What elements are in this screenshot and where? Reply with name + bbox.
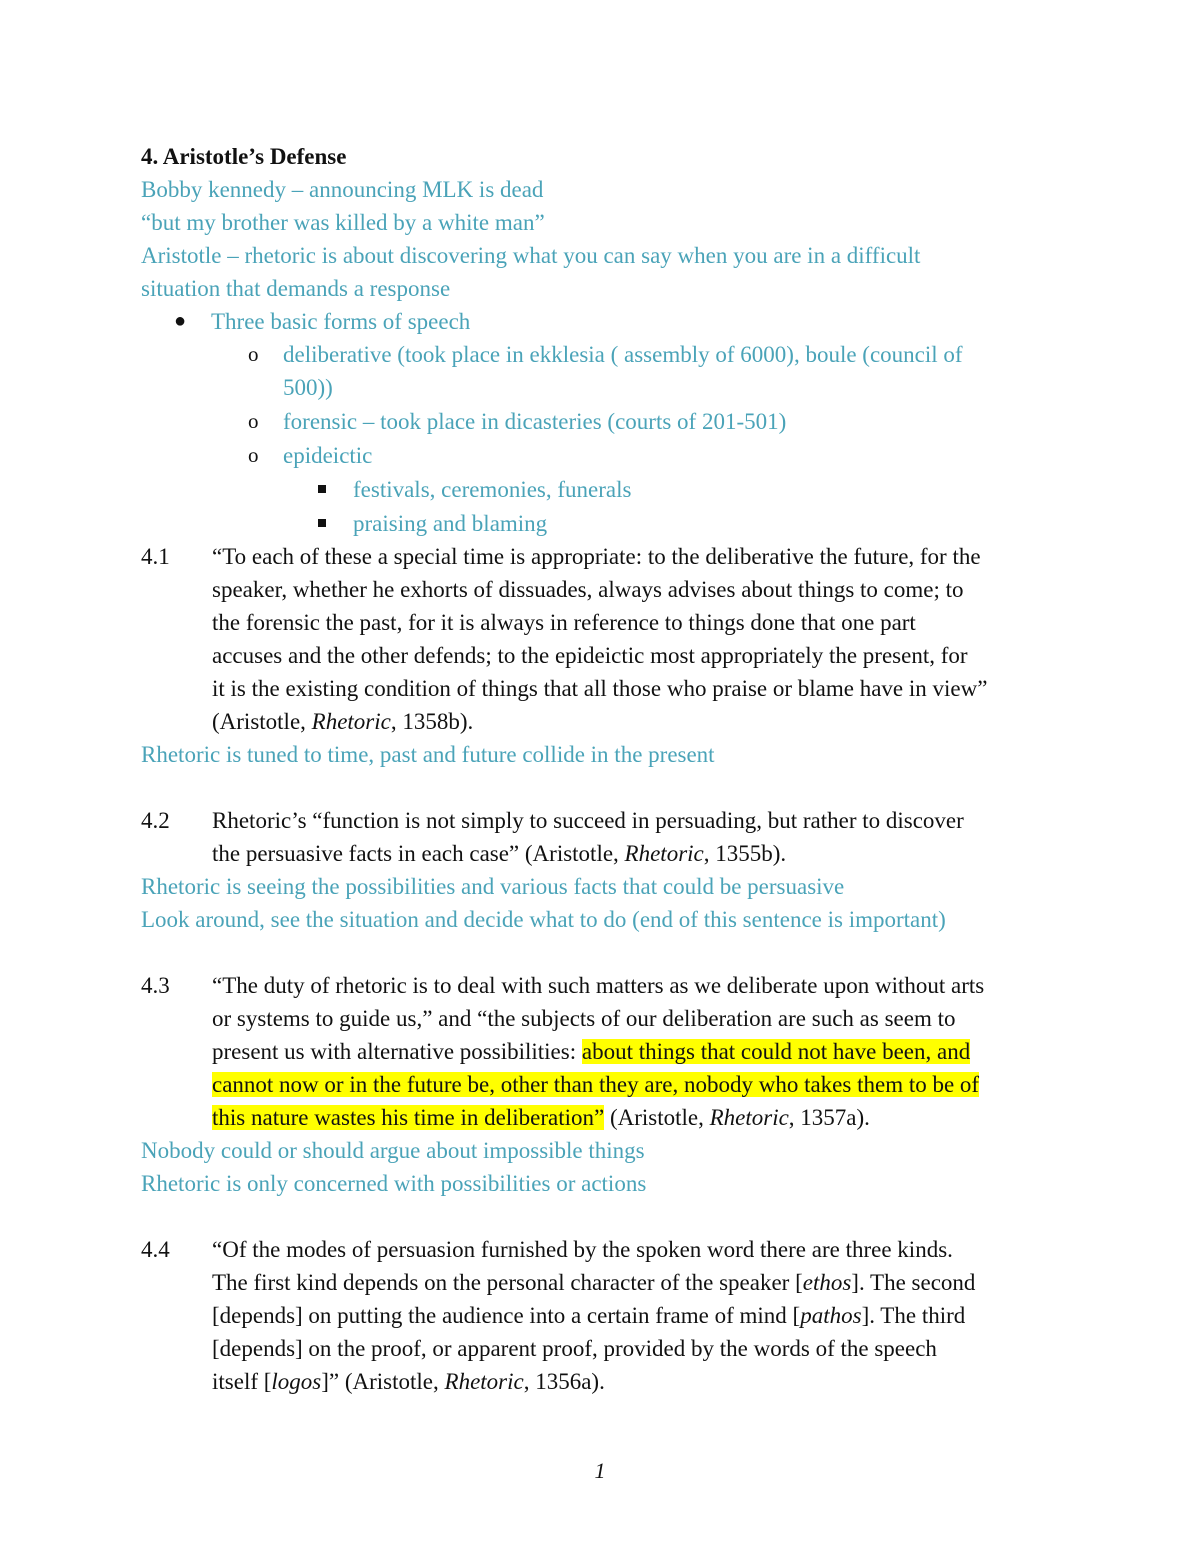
page-number: 1 — [594, 1458, 606, 1483]
note-line: situation that demands a response — [141, 276, 451, 301]
quote-line: “To each of these a special time is appropriate: to the deliberative the future, for the — [212, 544, 981, 569]
bullet-square-icon — [318, 485, 326, 493]
section-heading: 4. Aristotle’s Defense — [141, 144, 347, 169]
section-number: 4.2 — [141, 808, 170, 833]
bullet-circle-icon: o — [248, 443, 259, 467]
citation-suffix: , 1356a). — [523, 1369, 605, 1394]
bullet-square-icon — [318, 519, 326, 527]
quote-line — [212, 1266, 975, 1299]
quote-line: Rhetoric’s “function is not simply to succeed in persuading, but rather to discover — [212, 808, 964, 833]
bullet-dot-icon: ● — [174, 310, 187, 332]
citation-suffix: , 1358b). — [390, 709, 474, 734]
quote-line: accuses and the other defends; to the epideictic most appropriately the present, for — [212, 643, 968, 668]
quote-line — [212, 1068, 979, 1101]
quote-line — [212, 1299, 965, 1332]
quote-text: the persuasive facts in each case” (Aristotle, — [212, 841, 625, 866]
list-item: deliberative (took place in ekklesia ( assembly of 6000), boule (council of — [283, 342, 963, 367]
list-item: epideictic — [283, 443, 373, 468]
citation — [212, 705, 473, 738]
note-line: Look around, see the situation and decide what to do (end of this sentence is important) — [141, 907, 946, 932]
section-number: 4.1 — [141, 544, 170, 569]
quote-line: the forensic the past, for it is always in reference to things done that one part — [212, 610, 916, 635]
note-line: Rhetoric is only concerned with possibilities or actions — [141, 1171, 647, 1196]
bullet-circle-icon: o — [248, 342, 259, 366]
citation-suffix: , 1355b). — [703, 841, 787, 866]
term-logos: logos — [271, 1369, 322, 1394]
quote-text: present us with alternative possibilities: — [212, 1039, 582, 1064]
highlighted-text: cannot now or in the future be, other than they are, nobody who takes them to be of — [212, 1072, 980, 1097]
quote-text: itself [ — [212, 1369, 272, 1394]
note-line: Rhetoric is seeing the possibilities and various facts that could be persuasive — [141, 874, 845, 899]
quote-line: “The duty of rhetoric is to deal with such matters as we deliberate upon without arts — [212, 973, 985, 998]
bullet-circle-icon: o — [248, 409, 259, 433]
quote-line — [212, 1035, 970, 1068]
section-number: 4.4 — [141, 1237, 170, 1262]
quote-text: ]. The third — [861, 1303, 966, 1328]
list-item-continuation: 500)) — [283, 375, 333, 400]
quote-line: it is the existing condition of things that all those who praise or blame have in view” — [212, 676, 988, 701]
note-line: “but my brother was killed by a white man” — [141, 210, 545, 235]
citation-title: Rhetoric — [709, 1105, 789, 1130]
citation-prefix: (Aristotle, — [604, 1105, 710, 1130]
quote-text: [depends] on putting the audience into a certain frame of mind [ — [212, 1303, 801, 1328]
citation-title: Rhetoric — [624, 841, 704, 866]
quote-line: or systems to guide us,” and “the subjects of our deliberation are such as seem to — [212, 1006, 956, 1031]
quote-text: The first kind depends on the personal character of the speaker [ — [212, 1270, 803, 1295]
citation-suffix: , 1357a). — [788, 1105, 870, 1130]
list-item: forensic – took place in dicasteries (courts of 201-501) — [283, 409, 787, 434]
citation-prefix: (Aristotle, — [212, 709, 312, 734]
quote-line: [depends] on the proof, or apparent proof, provided by the words of the speech — [212, 1336, 937, 1361]
citation — [212, 837, 786, 870]
quote-line — [212, 1101, 870, 1134]
quote-line: speaker, whether he exhorts of dissuades, always advises about things to come; to — [212, 577, 964, 602]
highlighted-text: this nature wastes his time in deliberation” — [212, 1105, 605, 1130]
citation-title: Rhetoric — [311, 709, 391, 734]
quote-line: “Of the modes of persuasion furnished by the spoken word there are three kinds. — [212, 1237, 953, 1262]
quote-text: ]. The second — [851, 1270, 976, 1295]
citation — [212, 1365, 605, 1398]
citation-title: Rhetoric — [444, 1369, 524, 1394]
citation-prefix: ]” (Aristotle, — [321, 1369, 445, 1394]
list-item: praising and blaming — [353, 511, 548, 536]
term-ethos: ethos — [802, 1270, 852, 1295]
note-line: Aristotle – rhetoric is about discovering what you can say when you are in a difficult — [141, 243, 921, 268]
note-line: Nobody could or should argue about impossible things — [141, 1138, 645, 1163]
list-item: festivals, ceremonies, funerals — [353, 477, 632, 502]
term-pathos: pathos — [800, 1303, 862, 1328]
note-line: Rhetoric is tuned to time, past and future collide in the present — [141, 742, 715, 767]
section-number: 4.3 — [141, 973, 170, 998]
highlighted-text: about things that could not have been, and — [581, 1039, 971, 1064]
note-line: Bobby kennedy – announcing MLK is dead — [141, 177, 544, 202]
list-item: Three basic forms of speech — [211, 309, 471, 334]
